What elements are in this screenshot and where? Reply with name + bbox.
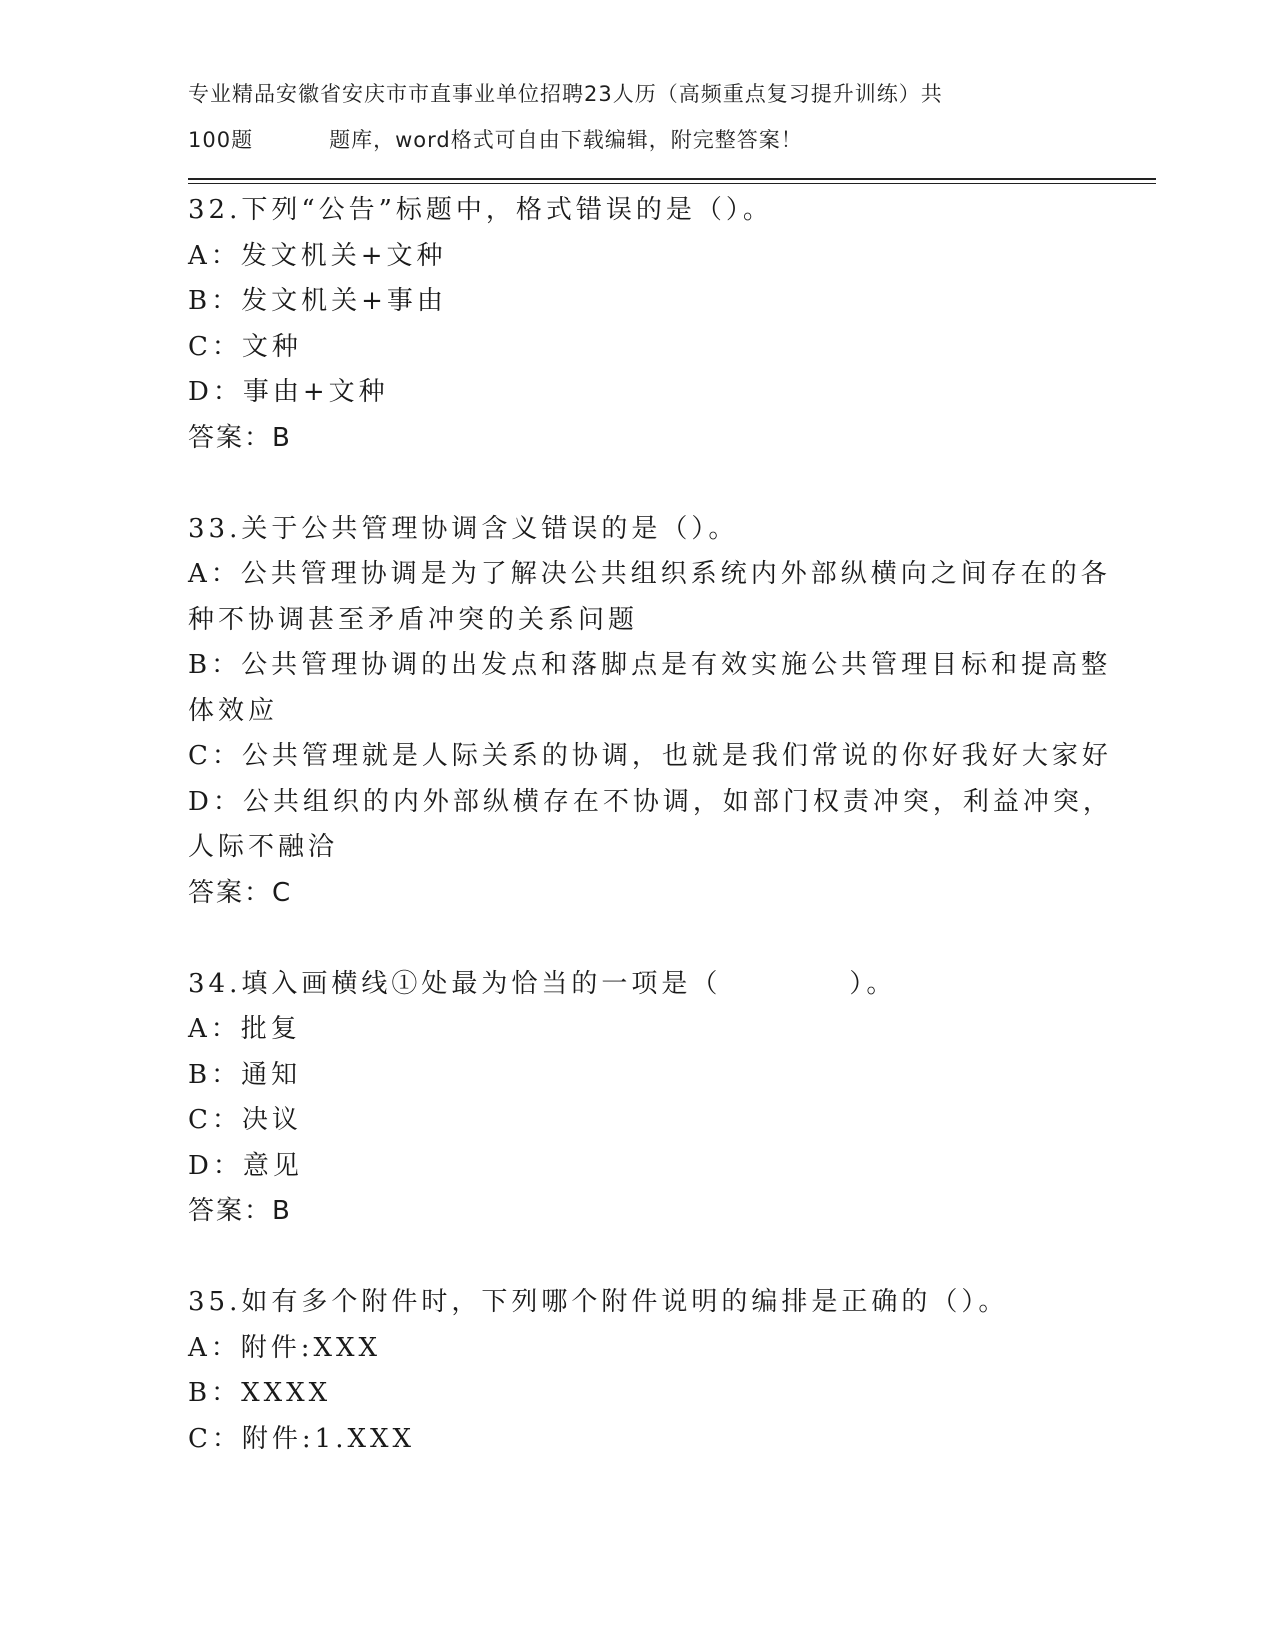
option-a: A：批复 [188, 1014, 301, 1044]
option-b: B：公共管理协调的出发点和落脚点是有效实施公共管理目标和提高整 [188, 650, 1112, 680]
question-stem: 35.如有多个附件时，下列哪个附件说明的编排是正确的（）。 [188, 1287, 1009, 1317]
question-35 [188, 1280, 1088, 1462]
option-c: C：附件:1.XXX [188, 1423, 415, 1454]
option-d-continued: 人际不融洽 [188, 832, 339, 862]
header-title-line-1: 专业精品安徽省安庆市市直事业单位招聘23人历（高频重点复习提升训练）共 [188, 82, 943, 106]
option-c: C：文种 [188, 331, 302, 362]
question-stem: 33.关于公共管理协调含义错误的是（）。 [188, 513, 739, 544]
option-d: D：事由+文种 [188, 377, 389, 407]
option-a: A：公共管理协调是为了解决公共组织系统内外部纵横向之间存在的各 [188, 559, 1111, 589]
option-b-continued: 体效应 [188, 695, 279, 726]
question-33 [188, 507, 1113, 917]
question-stem-end: ）。 [849, 968, 897, 999]
option-d: D：公共组织的内外部纵横存在不协调，如部门权责冲突，利益冲突， [188, 786, 1113, 817]
header-question-count: 100题 [188, 127, 254, 152]
header-title-line-2 [188, 118, 1088, 164]
option-d: D：意见 [188, 1150, 303, 1181]
option-a: A：发文机关+文种 [188, 240, 447, 271]
header-divider-thin [188, 183, 1156, 184]
header-divider-thick [188, 178, 1156, 180]
option-a-continued: 种不协调甚至矛盾冲突的关系问题 [188, 604, 639, 635]
question-32 [188, 188, 1088, 461]
question-stem: 32.下列“公告”标题中，格式错误的是（）。 [188, 195, 773, 225]
answer: 答案：B [188, 422, 292, 453]
answer: 答案：B [188, 1196, 292, 1226]
option-a: A：附件:XXX [188, 1332, 382, 1363]
option-b: B：通知 [188, 1059, 302, 1090]
question-stem [188, 962, 1088, 1008]
question-list [188, 188, 1113, 1462]
option-c: C：公共管理就是人际关系的协调，也就是我们常说的你好我好大家好 [188, 741, 1112, 771]
answer: 答案：C [188, 877, 293, 908]
option-b: B：发文机关+事由 [188, 286, 447, 316]
header-description: 题库，word格式可自由下载编辑，附完整答案！ [329, 127, 803, 152]
question-34 [188, 962, 1088, 1235]
question-stem-start: 34.填入画横线①处最为恰当的一项是（ [188, 968, 722, 999]
document-header [188, 72, 1088, 163]
option-b: B：XXXX [188, 1378, 332, 1408]
option-c: C：决议 [188, 1105, 302, 1135]
